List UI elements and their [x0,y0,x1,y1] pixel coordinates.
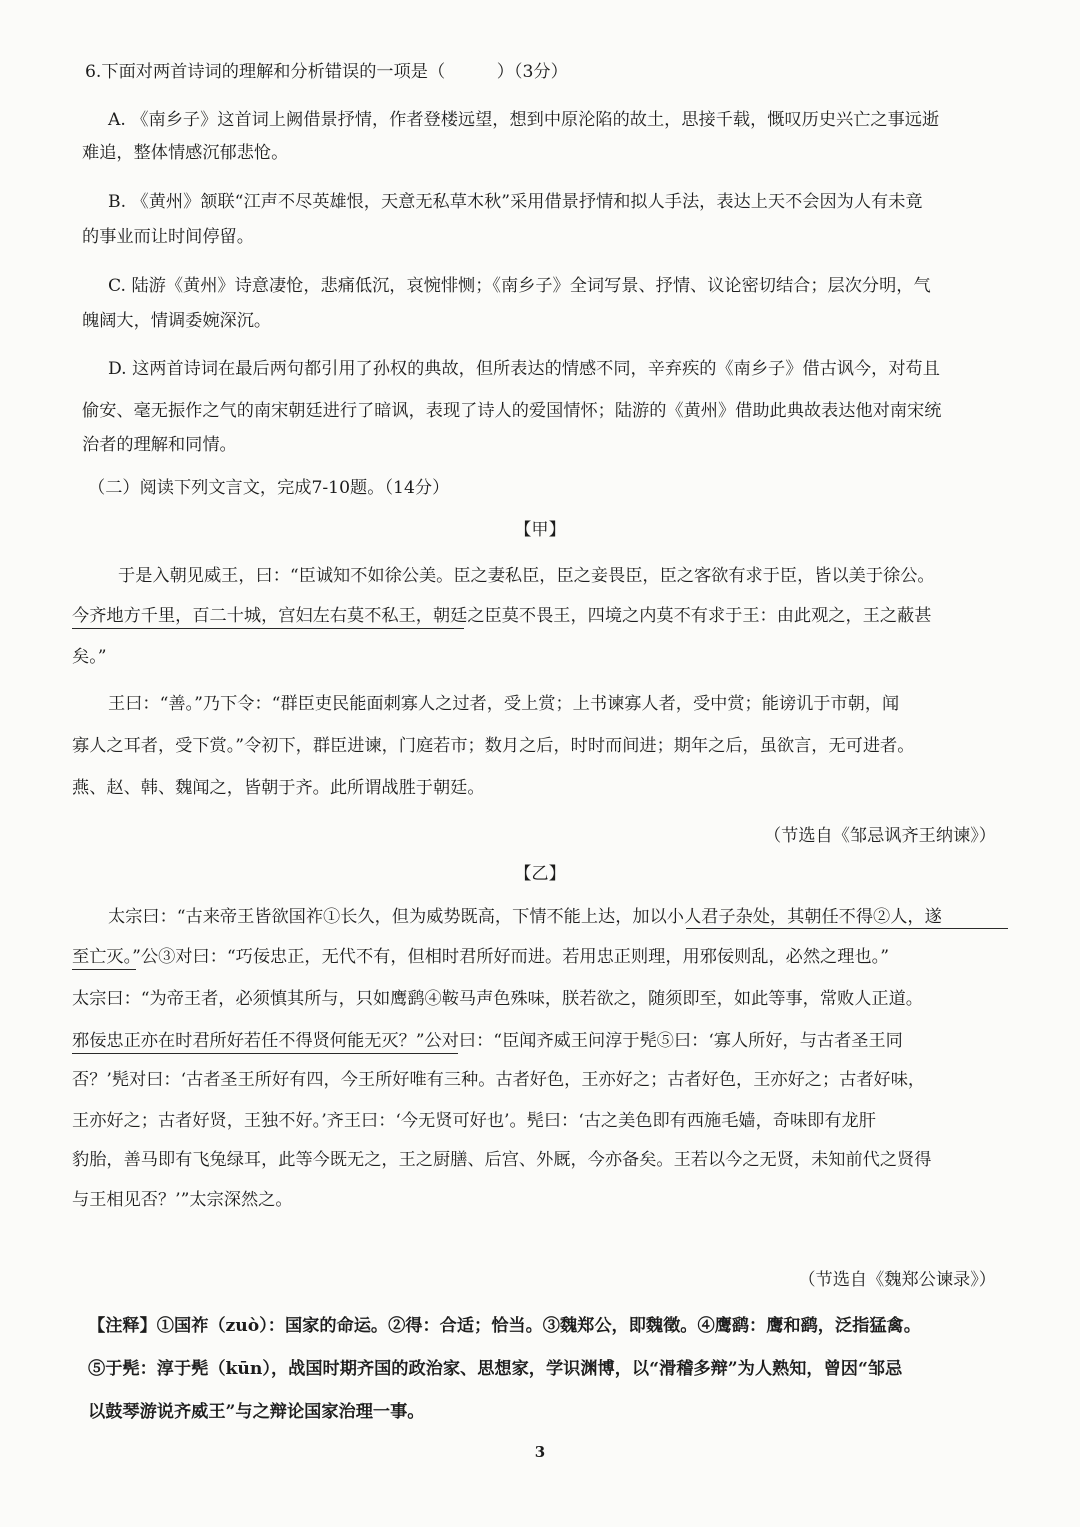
option-c-line-2: 魄阔大，情调委婉深沉。 [82,311,272,331]
passage-yi-line: 否？’髡对曰：‘古者圣王所好有四，今王所好唯有三种。古者好色，王亦好之；古者好色，王亦好之；古者好味， [72,1070,926,1090]
annotation-line: ⑤于髡：淳于髡（kūn），战国时期齐国的政治家、思想家，学识渊博，以“滑稽多辩”为人熟知，曾因“邹忌 [88,1359,903,1379]
handwritten-underline [72,1053,458,1054]
option-b-line-2: 的事业而让时间停留。 [82,227,254,247]
option-a-line-2: 难追，整体情感沉郁悲怆。 [82,143,289,163]
option-a-line-1: A. 《南乡子》这首词上阙借景抒情，作者登楼远望，想到中原沦陷的故土，思接千载，慨叹历史兴亡之事远逝 [108,110,940,130]
passage-yi-title: 【乙】 [514,864,566,884]
option-c-line-1: C. 陆游《黄州》诗意凄怆，悲痛低沉，哀惋悱恻；《南乡子》全词写景、抒情、议论密切结合；层次分明，气 [108,276,931,296]
passage-jia-title: 【甲】 [514,520,566,540]
option-d-line-2: 偷安、毫无振作之气的南宋朝廷进行了暗讽，表现了诗人的爱国情怀；陆游的《黄州》借助此典故表达他对南宋统 [82,401,942,421]
option-b-line-1: B. 《黄州》颔联“江声不尽英雄恨，天意无私草木秋”采用借景抒情和拟人手法，表达上天不会因为人有未竟 [108,192,923,212]
page-number: 3 [534,1443,546,1461]
passage-yi-line: 豹胎，善马即有飞兔绿耳，此等今既无之，王之厨膳、后宫、外厩，今亦备矣。王若以今之无贤，未知前代之贤得 [72,1150,932,1170]
passage-jia-line: 矣。” [72,647,107,667]
handwritten-underline [72,628,464,629]
option-d-line-1: D. 这两首诗词在最后两句都引用了孙权的典故，但所表达的情感不同，辛弃疾的《南乡子》借古讽今，对苟且 [108,359,940,379]
passage-jia-line: 今齐地方千里，百二十城，宫妇左右莫不私王，朝廷之臣莫不畏王，四境之内莫不有求于王：由此观之，王之蔽甚 [72,606,932,626]
passage-yi-line: 邪佞忠正亦在时君所好若任不得贤何能无灭？”公对曰：“臣闻齐威王问淳于髡⑤曰：‘寡人所好，与古者圣王同 [72,1031,903,1051]
option-d-line-3: 治者的理解和同情。 [82,435,237,455]
handwritten-underline [686,928,1008,929]
passage-yi-line: 太宗曰：“为帝王者，必须慎其所与，只如鹰鹞④鞍马声色殊味，朕若欲之，随须即至，如此等事，常败人正道。 [72,989,923,1009]
passage-yi-line: 王亦好之；古者好贤，王独不好。’齐王曰：‘今无贤可好也’。髡曰：‘古之美色即有西施毛嫱，奇味即有龙肝 [72,1111,876,1131]
passage-yi-line: 太宗曰：“古来帝王皆欲国祚①长久，但为威势既高，下情不能上达，加以小人君子杂处，其朝任不得②人，遂 [108,907,942,927]
passage-yi-line: 至亡灭。”公③对曰：“巧佞忠正，无代不有，但相时君所好而进。若用忠正则理，用邪佞则乱，必然之理也。” [72,947,889,967]
annotation-line: 以鼓琴游说齐威王”与之辩论国家治理一事。 [88,1402,425,1422]
passage-jia-line: 寡人之耳者，受下赏。”令初下，群臣进谏，门庭若市；数月之后，时时而间进；期年之后，虽欲言，无可进者。 [72,736,915,756]
passage-jia-source: （节选自《邹忌讽齐王纳谏》） [763,826,996,846]
section-2-title: （二）阅读下列文言文，完成7-10题。（14分） [88,478,450,498]
passage-jia-line: 于是入朝见威王，曰：“臣诚知不如徐公美。臣之妻私臣，臣之妾畏臣，臣之客欲有求于臣，皆以美于徐公。 [118,566,935,586]
annotation-line: 【注释】①国祚（zuò）：国家的命运。②得：合适；恰当。③魏郑公，即魏徵。④鹰鹞：鹰和鹞，泛指猛禽。 [88,1316,921,1336]
passage-yi-source: （节选自《魏郑公谏录》） [798,1270,996,1290]
passage-jia-line: 燕、赵、韩、魏闻之，皆朝于齐。此所谓战胜于朝廷。 [72,778,485,798]
passage-yi-line: 与王相见否？’”太宗深然之。 [72,1190,293,1210]
handwritten-underline [72,969,136,970]
question-6-stem: 6.下面对两首诗词的理解和分析错误的一项是（ ）（3分） [85,62,568,82]
passage-jia-line: 王曰：“善。”乃下令：“群臣吏民能面刺寡人之过者，受上赏；上书谏寡人者，受中赏；能谤讥于市朝，闻 [108,694,900,714]
